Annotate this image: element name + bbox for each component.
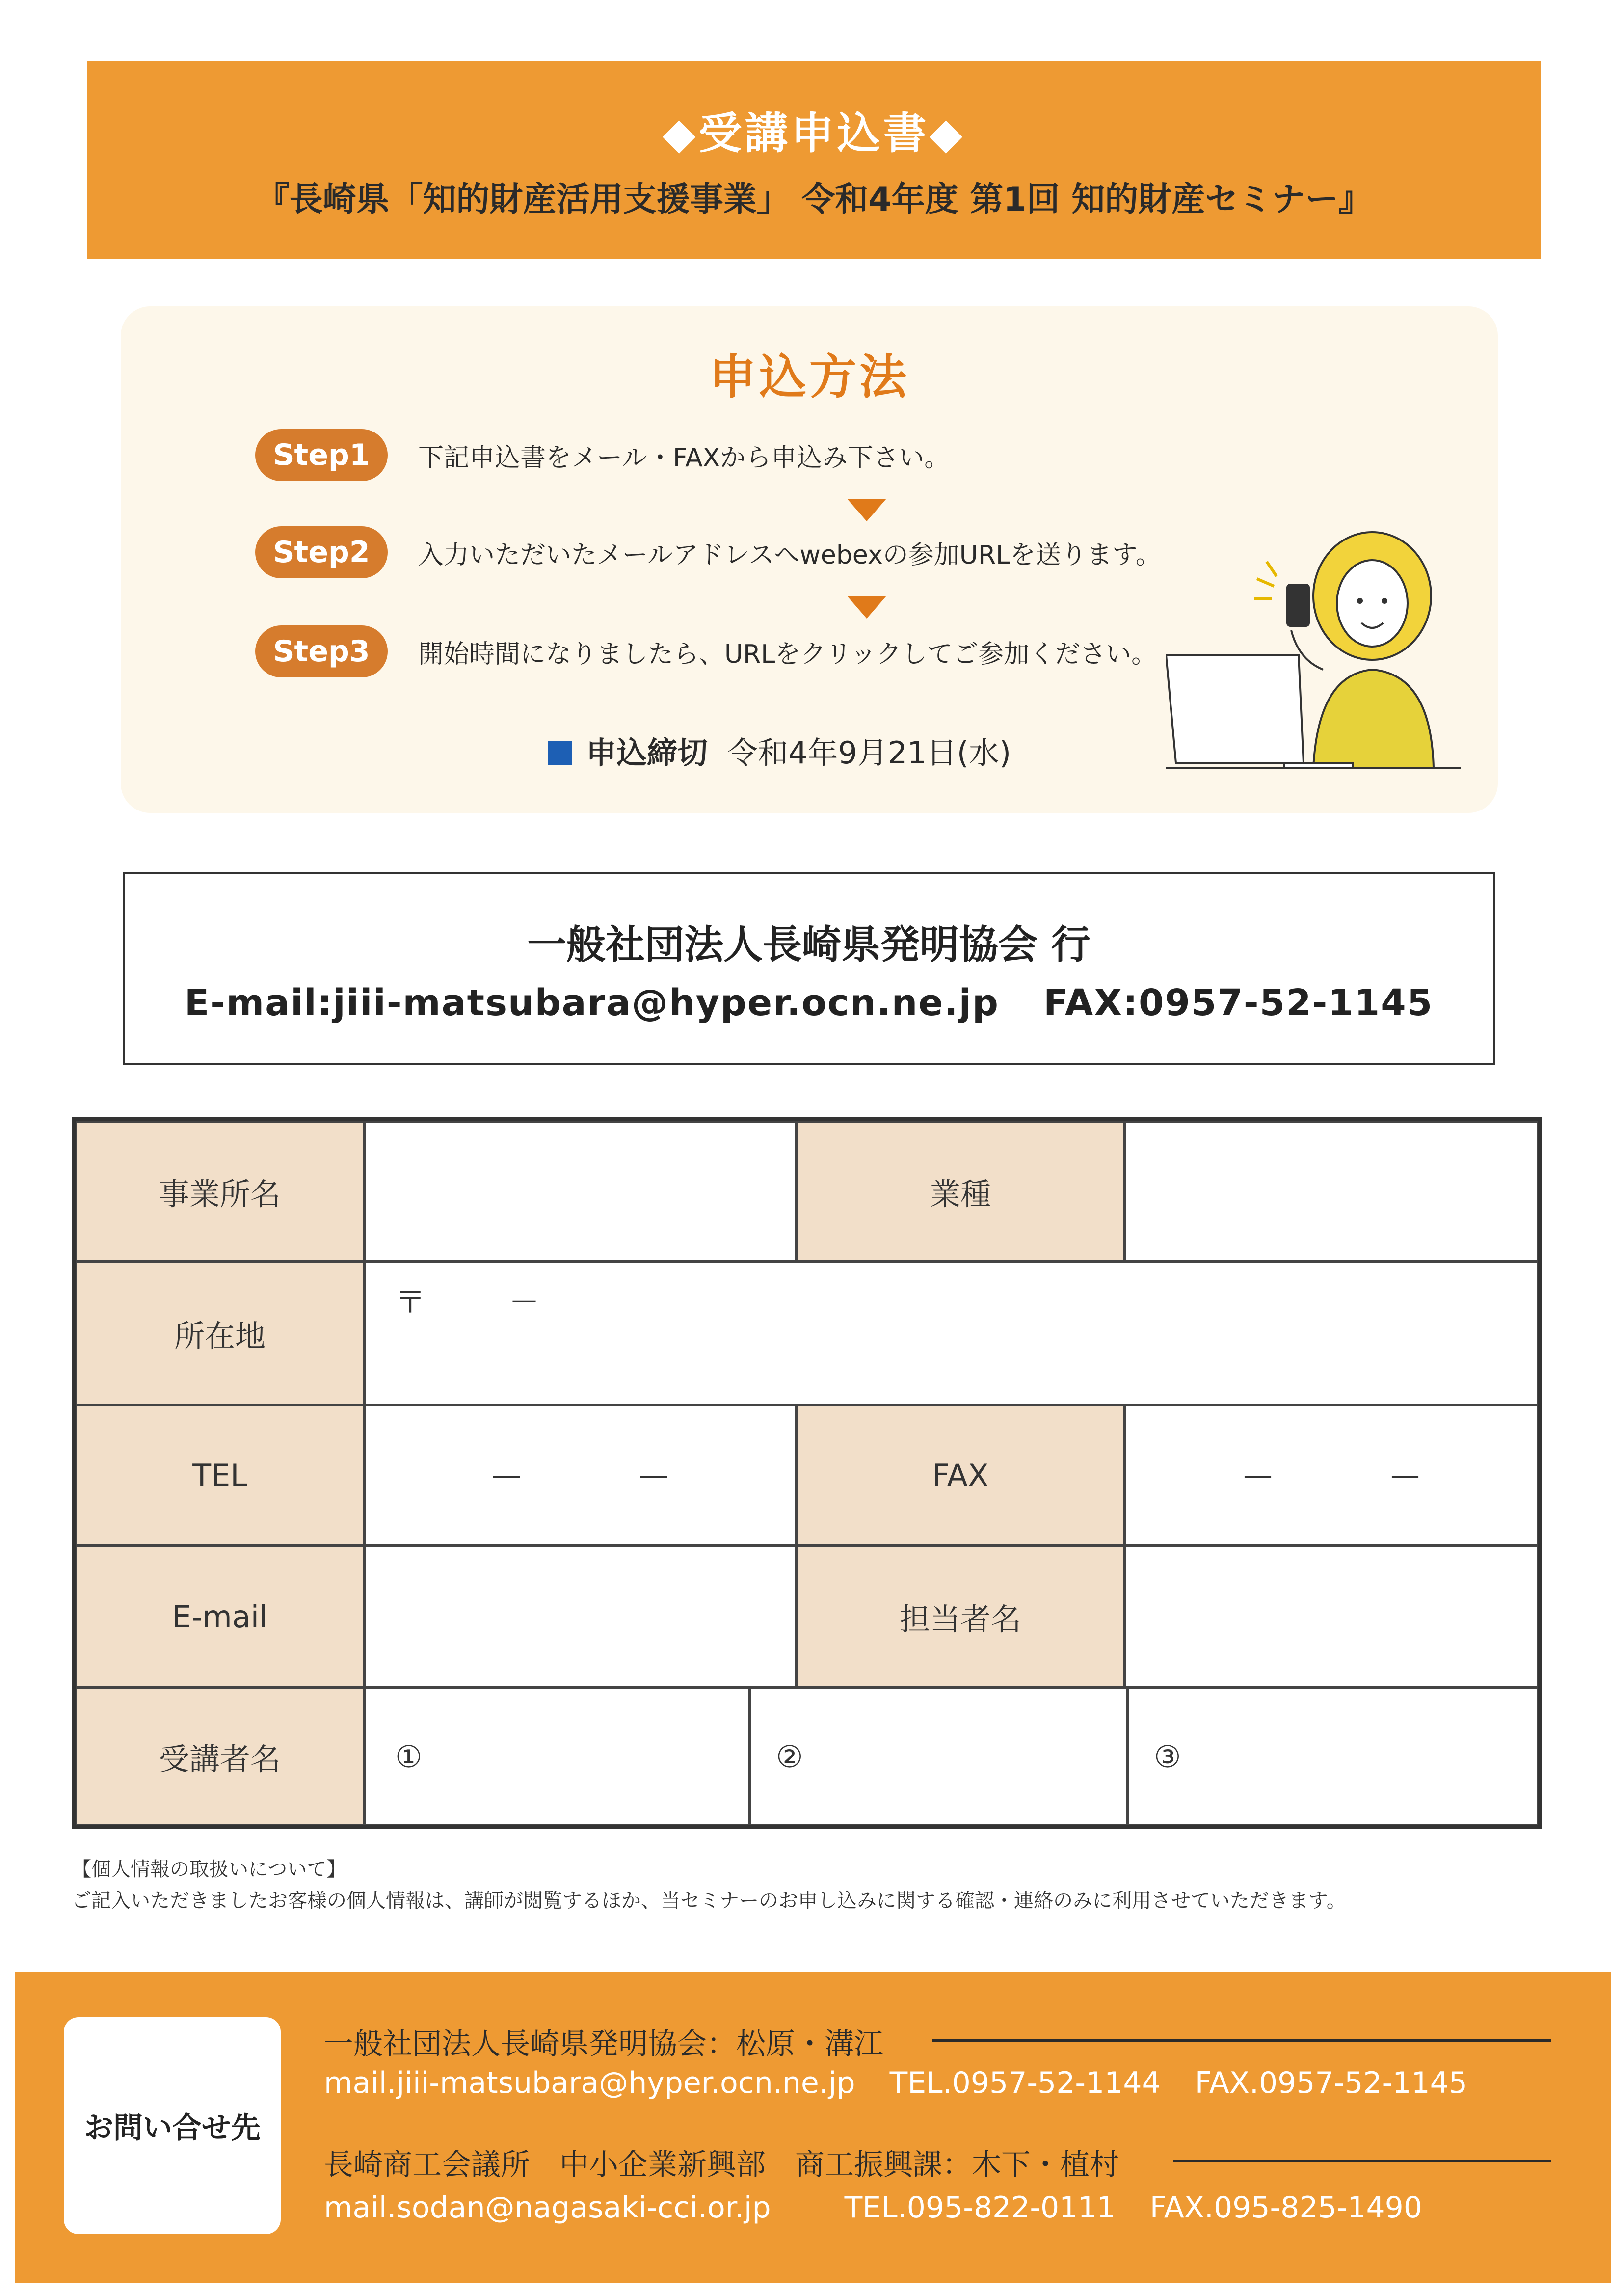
privacy-heading: 【個人情報の取扱いについて】 xyxy=(72,1858,346,1881)
postal-dash: － xyxy=(509,1284,540,1320)
deadline-label: 申込締切 xyxy=(586,735,708,771)
inquiry-footer xyxy=(15,1972,1611,2283)
privacy-body: ご記入いただきましたお客様の個人情報は、講師が閲覧するほか、当セミナーのお申し込みに関する確認・連絡のみに利用させていただきます。 xyxy=(72,1890,1346,1912)
recipient-fax: FAX:0957-52-1145 xyxy=(1043,982,1434,1024)
seminar-subtitle: 『長崎県「知的財産活用支援事業」 令和4年度 第1回 知的財産セミナー』 xyxy=(256,180,1372,219)
org2-name: 長崎商工会議所 中小企業新興部 商工振興課：木下・植村 xyxy=(324,2148,1119,2182)
step2-text: 入力いただいたメールアドレスへwebexの参加URLを送ります。 xyxy=(418,540,1161,570)
arrow-down-icon xyxy=(847,499,886,521)
inquiry-label: お問い合せ先 xyxy=(64,2017,281,2234)
fax-field[interactable] xyxy=(1125,1405,1538,1545)
contact-person-label: 担当者名 xyxy=(796,1545,1125,1688)
fax-dash-1: — xyxy=(1243,1458,1273,1492)
recipient-box xyxy=(123,872,1495,1065)
attendee-1-field[interactable] xyxy=(364,1688,750,1825)
step3-badge: Step3 xyxy=(255,625,388,677)
tel-field[interactable] xyxy=(364,1405,796,1545)
location-field[interactable] xyxy=(364,1262,1538,1405)
deadline xyxy=(548,729,1011,772)
org2-fax: FAX.095-825-1490 xyxy=(1149,2190,1423,2225)
attendee-num-1: ① xyxy=(395,1738,423,1775)
arrow-down-icon xyxy=(847,596,886,619)
step1-badge: Step1 xyxy=(255,429,388,481)
business-name-field[interactable] xyxy=(364,1121,796,1262)
step3-text: 開始時間になりましたら、URLをクリックしてご参加ください。 xyxy=(418,640,1157,669)
recipient-name: 一般社団法人長崎県発明協会 行 xyxy=(527,922,1091,968)
tel-dash-2: — xyxy=(639,1458,668,1492)
business-name-label: 事業所名 xyxy=(76,1121,364,1262)
fax-dash-2: — xyxy=(1390,1458,1420,1492)
org1-name: 一般社団法人長崎県発明協会：松原・溝江 xyxy=(324,2027,883,2061)
email-label: E-mail xyxy=(76,1545,364,1688)
divider-line xyxy=(1173,2160,1551,2162)
fax-label: FAX xyxy=(796,1405,1125,1545)
method-title: 申込方法 xyxy=(709,350,909,405)
org2-contact xyxy=(324,2190,1422,2225)
tel-dash-1: — xyxy=(492,1458,521,1492)
header-banner xyxy=(87,61,1541,259)
industry-field[interactable] xyxy=(1125,1121,1538,1262)
org1-mail[interactable]: mail.jiii-matsubara@hyper.ocn.ne.jp xyxy=(324,2066,855,2100)
privacy-notice xyxy=(72,1854,1346,1917)
application-form xyxy=(72,1117,1542,1829)
email-field[interactable] xyxy=(364,1545,796,1688)
recipient-email: E-mail:jiii-matsubara@hyper.ocn.ne.jp xyxy=(184,982,999,1024)
application-method-panel xyxy=(121,306,1498,813)
location-label: 所在地 xyxy=(76,1262,364,1405)
attendee-3-field[interactable] xyxy=(1128,1688,1538,1825)
attendee-num-2: ② xyxy=(776,1738,803,1775)
recipient-contact xyxy=(125,982,1493,1024)
page-title: ◆受講申込書◆ xyxy=(662,108,966,159)
step1-text: 下記申込書をメール・FAXから申込み下さい。 xyxy=(418,443,950,473)
org2-tel: TEL.095-822-0111 xyxy=(844,2190,1116,2225)
step2-badge: Step2 xyxy=(255,526,388,578)
attendee-num-3: ③ xyxy=(1154,1738,1181,1775)
attendee-label: 受講者名 xyxy=(76,1688,364,1825)
org1-tel: TEL.0957-52-1144 xyxy=(889,2066,1161,2100)
org2-mail[interactable]: mail.sodan@nagasaki-cci.or.jp xyxy=(324,2190,771,2225)
attendee-2-field[interactable] xyxy=(750,1688,1128,1825)
deadline-date: 令和4年9月21日(水) xyxy=(727,735,1011,771)
postal-mark: 〒 xyxy=(395,1284,426,1320)
industry-label: 業種 xyxy=(796,1121,1125,1262)
org1-contact xyxy=(324,2066,1467,2100)
woman-with-laptop-illustration xyxy=(1166,513,1461,778)
org1-fax: FAX.0957-52-1145 xyxy=(1195,2066,1467,2100)
tel-label: TEL xyxy=(76,1405,364,1545)
contact-person-field[interactable] xyxy=(1125,1545,1538,1688)
square-bullet-icon xyxy=(548,741,572,765)
divider-line xyxy=(932,2039,1551,2042)
